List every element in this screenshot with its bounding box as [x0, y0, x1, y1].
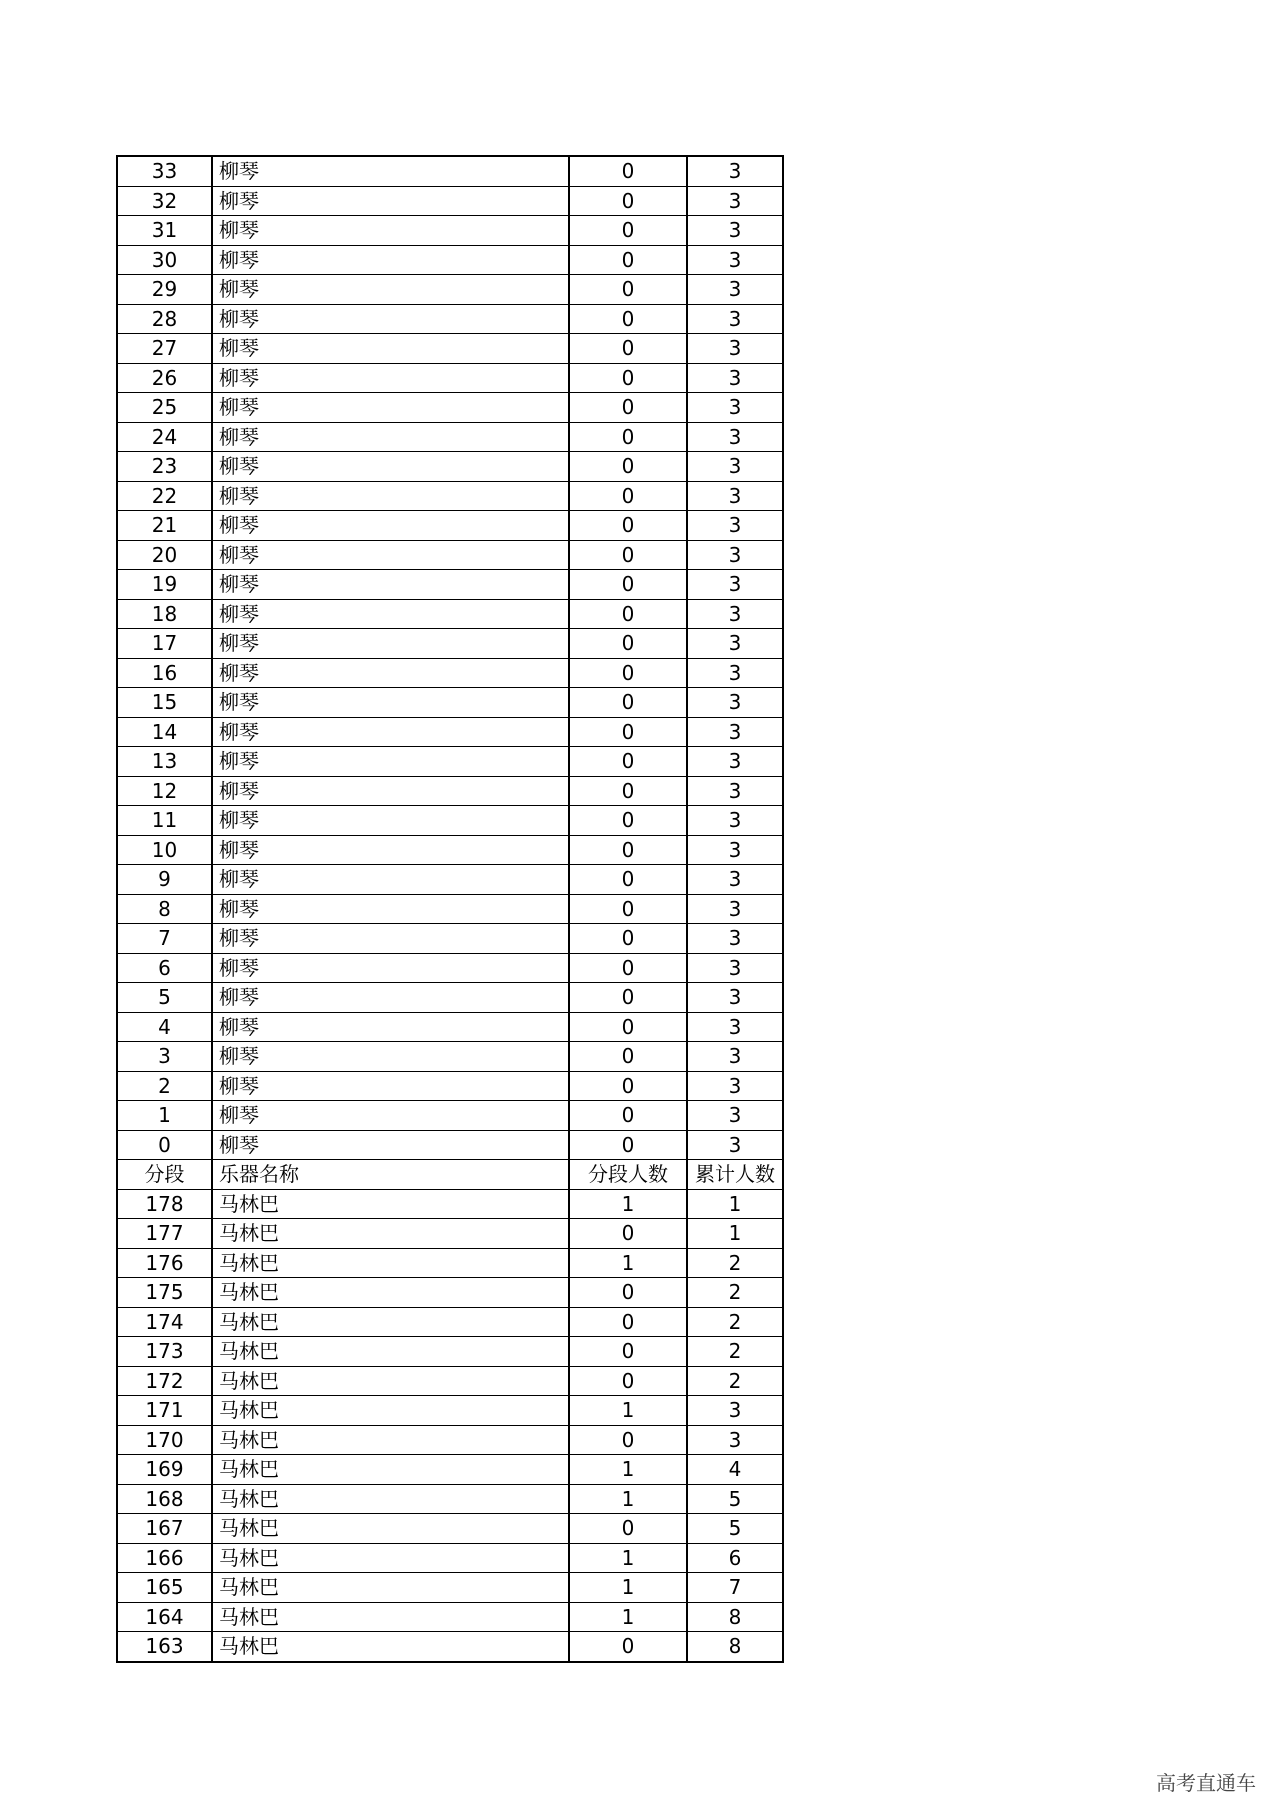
- segment-count-cell: 0: [569, 835, 687, 865]
- score-cell: 5: [117, 983, 212, 1013]
- segment-count-cell: 0: [569, 245, 687, 275]
- instrument-name-cell: 马林巴: [212, 1484, 569, 1514]
- table-row: [117, 1455, 783, 1485]
- score-cell: 8: [117, 894, 212, 924]
- table-row: [117, 1337, 783, 1367]
- segment-count-cell: 0: [569, 806, 687, 836]
- table-row: [117, 511, 783, 541]
- score-cell: 0: [117, 1130, 212, 1160]
- instrument-name-cell: 柳琴: [212, 452, 569, 482]
- segment-count-cell: 0: [569, 422, 687, 452]
- instrument-name-cell: 马林巴: [212, 1366, 569, 1396]
- cumulative-count-cell: 3: [687, 688, 783, 718]
- table-row: [117, 422, 783, 452]
- cumulative-count-cell: 8: [687, 1632, 783, 1662]
- score-cell: 3: [117, 1042, 212, 1072]
- instrument-name-cell: 马林巴: [212, 1632, 569, 1662]
- segment-count-cell: 0: [569, 1366, 687, 1396]
- segment-count-cell: 0: [569, 1278, 687, 1308]
- segment-count-cell: 0: [569, 1101, 687, 1131]
- cumulative-count-cell: 5: [687, 1484, 783, 1514]
- table-header-row: [117, 1160, 783, 1190]
- instrument-name-cell: 马林巴: [212, 1248, 569, 1278]
- table-row: [117, 393, 783, 423]
- instrument-name-cell: 马林巴: [212, 1573, 569, 1603]
- table-row: [117, 924, 783, 954]
- score-cell: 25: [117, 393, 212, 423]
- score-cell: 2: [117, 1071, 212, 1101]
- score-cell: 173: [117, 1337, 212, 1367]
- segment-count-cell: 0: [569, 1042, 687, 1072]
- score-cell: 33: [117, 156, 212, 186]
- score-cell: 7: [117, 924, 212, 954]
- instrument-name-cell: 柳琴: [212, 688, 569, 718]
- score-cell: 19: [117, 570, 212, 600]
- cumulative-count-cell: 4: [687, 1455, 783, 1485]
- cumulative-count-cell: 3: [687, 186, 783, 216]
- instrument-name-cell: 马林巴: [212, 1514, 569, 1544]
- table-row: [117, 1248, 783, 1278]
- instrument-name-cell: 柳琴: [212, 953, 569, 983]
- score-cell: 10: [117, 835, 212, 865]
- segment-count-cell: 0: [569, 275, 687, 305]
- table-row: [117, 245, 783, 275]
- cumulative-count-cell: 3: [687, 629, 783, 659]
- cumulative-count-cell: 3: [687, 1101, 783, 1131]
- cumulative-count-cell: 3: [687, 1071, 783, 1101]
- segment-count-cell: 1: [569, 1189, 687, 1219]
- segment-count-cell: 0: [569, 156, 687, 186]
- segment-count-cell: 1: [569, 1455, 687, 1485]
- table-row: [117, 599, 783, 629]
- score-cell: 24: [117, 422, 212, 452]
- cumulative-count-cell: 3: [687, 334, 783, 364]
- cumulative-count-cell: 3: [687, 245, 783, 275]
- instrument-name-cell: 柳琴: [212, 304, 569, 334]
- table-row: [117, 540, 783, 570]
- table-row: [117, 717, 783, 747]
- table-row: [117, 216, 783, 246]
- segment-count-cell: 0: [569, 1632, 687, 1662]
- header-segment-count: 分段人数: [569, 1160, 687, 1190]
- table-row: [117, 1219, 783, 1249]
- instrument-name-cell: 柳琴: [212, 216, 569, 246]
- table-row: [117, 629, 783, 659]
- score-cell: 176: [117, 1248, 212, 1278]
- segment-count-cell: 0: [569, 747, 687, 777]
- score-cell: 4: [117, 1012, 212, 1042]
- segment-count-cell: 0: [569, 540, 687, 570]
- table-row: [117, 1396, 783, 1426]
- table-row: [117, 894, 783, 924]
- cumulative-count-cell: 2: [687, 1278, 783, 1308]
- score-cell: 31: [117, 216, 212, 246]
- score-cell: 166: [117, 1543, 212, 1573]
- table-row: [117, 1543, 783, 1573]
- instrument-name-cell: 柳琴: [212, 1012, 569, 1042]
- score-cell: 15: [117, 688, 212, 718]
- instrument-name-cell: 柳琴: [212, 806, 569, 836]
- instrument-name-cell: 柳琴: [212, 245, 569, 275]
- score-cell: 21: [117, 511, 212, 541]
- cumulative-count-cell: 3: [687, 1042, 783, 1072]
- score-cell: 172: [117, 1366, 212, 1396]
- instrument-name-cell: 柳琴: [212, 599, 569, 629]
- instrument-name-cell: 柳琴: [212, 363, 569, 393]
- instrument-name-cell: 柳琴: [212, 275, 569, 305]
- score-cell: 20: [117, 540, 212, 570]
- instrument-name-cell: 柳琴: [212, 865, 569, 895]
- segment-count-cell: 0: [569, 953, 687, 983]
- cumulative-count-cell: 3: [687, 806, 783, 836]
- segment-count-cell: 0: [569, 186, 687, 216]
- table-row: [117, 1602, 783, 1632]
- table-row: [117, 1042, 783, 1072]
- score-distribution-table: [116, 155, 784, 1663]
- instrument-name-cell: 马林巴: [212, 1337, 569, 1367]
- instrument-name-cell: 柳琴: [212, 481, 569, 511]
- cumulative-count-cell: 3: [687, 304, 783, 334]
- table-row: [117, 658, 783, 688]
- instrument-name-cell: 柳琴: [212, 1042, 569, 1072]
- cumulative-count-cell: 3: [687, 717, 783, 747]
- segment-count-cell: 0: [569, 1012, 687, 1042]
- instrument-name-cell: 马林巴: [212, 1543, 569, 1573]
- cumulative-count-cell: 3: [687, 275, 783, 305]
- segment-count-cell: 0: [569, 334, 687, 364]
- cumulative-count-cell: 3: [687, 481, 783, 511]
- cumulative-count-cell: 3: [687, 835, 783, 865]
- score-cell: 164: [117, 1602, 212, 1632]
- table-row: [117, 186, 783, 216]
- table-row: [117, 1071, 783, 1101]
- segment-count-cell: 0: [569, 717, 687, 747]
- table-row: [117, 835, 783, 865]
- table-body: [117, 156, 783, 1662]
- instrument-name-cell: 柳琴: [212, 570, 569, 600]
- instrument-name-cell: 马林巴: [212, 1425, 569, 1455]
- instrument-name-cell: 柳琴: [212, 835, 569, 865]
- table-row: [117, 1101, 783, 1131]
- table-row: [117, 1514, 783, 1544]
- instrument-name-cell: 柳琴: [212, 422, 569, 452]
- watermark-text: 高考直通车: [1156, 1771, 1256, 1795]
- score-cell: 177: [117, 1219, 212, 1249]
- segment-count-cell: 0: [569, 1337, 687, 1367]
- segment-count-cell: 0: [569, 688, 687, 718]
- instrument-name-cell: 柳琴: [212, 186, 569, 216]
- cumulative-count-cell: 1: [687, 1219, 783, 1249]
- table-row: [117, 953, 783, 983]
- instrument-name-cell: 马林巴: [212, 1396, 569, 1426]
- score-cell: 22: [117, 481, 212, 511]
- cumulative-count-cell: 3: [687, 452, 783, 482]
- score-cell: 30: [117, 245, 212, 275]
- cumulative-count-cell: 3: [687, 511, 783, 541]
- segment-count-cell: 0: [569, 1219, 687, 1249]
- table-row: [117, 1573, 783, 1603]
- cumulative-count-cell: 2: [687, 1366, 783, 1396]
- cumulative-count-cell: 3: [687, 747, 783, 777]
- table-row: [117, 865, 783, 895]
- score-cell: 163: [117, 1632, 212, 1662]
- instrument-name-cell: 柳琴: [212, 334, 569, 364]
- table-row: [117, 1130, 783, 1160]
- score-cell: 18: [117, 599, 212, 629]
- cumulative-count-cell: 3: [687, 924, 783, 954]
- table-row: [117, 1425, 783, 1455]
- table-row: [117, 776, 783, 806]
- instrument-name-cell: 柳琴: [212, 658, 569, 688]
- table-row: [117, 304, 783, 334]
- cumulative-count-cell: 1: [687, 1189, 783, 1219]
- score-cell: 26: [117, 363, 212, 393]
- segment-count-cell: 0: [569, 1130, 687, 1160]
- score-cell: 11: [117, 806, 212, 836]
- segment-count-cell: 1: [569, 1396, 687, 1426]
- cumulative-count-cell: 3: [687, 570, 783, 600]
- score-cell: 16: [117, 658, 212, 688]
- instrument-name-cell: 柳琴: [212, 511, 569, 541]
- instrument-name-cell: 马林巴: [212, 1307, 569, 1337]
- segment-count-cell: 0: [569, 304, 687, 334]
- cumulative-count-cell: 2: [687, 1337, 783, 1367]
- segment-count-cell: 0: [569, 1514, 687, 1544]
- instrument-name-cell: 马林巴: [212, 1278, 569, 1308]
- score-cell: 32: [117, 186, 212, 216]
- instrument-name-cell: 柳琴: [212, 156, 569, 186]
- cumulative-count-cell: 3: [687, 1425, 783, 1455]
- cumulative-count-cell: 3: [687, 1130, 783, 1160]
- score-cell: 14: [117, 717, 212, 747]
- segment-count-cell: 1: [569, 1573, 687, 1603]
- table-row: [117, 570, 783, 600]
- header-score: 分段: [117, 1160, 212, 1190]
- score-cell: 29: [117, 275, 212, 305]
- instrument-name-cell: 柳琴: [212, 747, 569, 777]
- segment-count-cell: 1: [569, 1602, 687, 1632]
- cumulative-count-cell: 8: [687, 1602, 783, 1632]
- instrument-name-cell: 柳琴: [212, 540, 569, 570]
- score-cell: 13: [117, 747, 212, 777]
- cumulative-count-cell: 3: [687, 156, 783, 186]
- segment-count-cell: 0: [569, 865, 687, 895]
- instrument-name-cell: 柳琴: [212, 1130, 569, 1160]
- table-row: [117, 334, 783, 364]
- table-row: [117, 1189, 783, 1219]
- score-cell: 27: [117, 334, 212, 364]
- segment-count-cell: 0: [569, 570, 687, 600]
- instrument-name-cell: 马林巴: [212, 1602, 569, 1632]
- cumulative-count-cell: 7: [687, 1573, 783, 1603]
- segment-count-cell: 0: [569, 1425, 687, 1455]
- table-row: [117, 688, 783, 718]
- header-instrument-name: 乐器名称: [212, 1160, 569, 1190]
- score-cell: 168: [117, 1484, 212, 1514]
- cumulative-count-cell: 3: [687, 363, 783, 393]
- segment-count-cell: 0: [569, 599, 687, 629]
- segment-count-cell: 0: [569, 216, 687, 246]
- table-row: [117, 481, 783, 511]
- segment-count-cell: 1: [569, 1248, 687, 1278]
- instrument-name-cell: 柳琴: [212, 983, 569, 1013]
- score-cell: 174: [117, 1307, 212, 1337]
- cumulative-count-cell: 3: [687, 1396, 783, 1426]
- instrument-name-cell: 柳琴: [212, 1071, 569, 1101]
- segment-count-cell: 1: [569, 1543, 687, 1573]
- score-cell: 23: [117, 452, 212, 482]
- cumulative-count-cell: 6: [687, 1543, 783, 1573]
- segment-count-cell: 0: [569, 1307, 687, 1337]
- segment-count-cell: 0: [569, 1071, 687, 1101]
- segment-count-cell: 0: [569, 481, 687, 511]
- cumulative-count-cell: 2: [687, 1307, 783, 1337]
- table-row: [117, 1632, 783, 1662]
- table-row: [117, 363, 783, 393]
- instrument-name-cell: 柳琴: [212, 393, 569, 423]
- table-row: [117, 1278, 783, 1308]
- instrument-name-cell: 柳琴: [212, 717, 569, 747]
- cumulative-count-cell: 3: [687, 983, 783, 1013]
- segment-count-cell: 0: [569, 776, 687, 806]
- table-row: [117, 983, 783, 1013]
- cumulative-count-cell: 3: [687, 540, 783, 570]
- cumulative-count-cell: 2: [687, 1248, 783, 1278]
- table-row: [117, 1012, 783, 1042]
- score-cell: 6: [117, 953, 212, 983]
- cumulative-count-cell: 3: [687, 422, 783, 452]
- score-cell: 175: [117, 1278, 212, 1308]
- score-cell: 170: [117, 1425, 212, 1455]
- segment-count-cell: 1: [569, 1484, 687, 1514]
- instrument-name-cell: 柳琴: [212, 1101, 569, 1131]
- instrument-name-cell: 柳琴: [212, 776, 569, 806]
- segment-count-cell: 0: [569, 363, 687, 393]
- score-cell: 1: [117, 1101, 212, 1131]
- instrument-name-cell: 柳琴: [212, 894, 569, 924]
- cumulative-count-cell: 3: [687, 599, 783, 629]
- instrument-name-cell: 柳琴: [212, 629, 569, 659]
- segment-count-cell: 0: [569, 894, 687, 924]
- cumulative-count-cell: 3: [687, 776, 783, 806]
- table-row: [117, 156, 783, 186]
- score-cell: 28: [117, 304, 212, 334]
- segment-count-cell: 0: [569, 924, 687, 954]
- cumulative-count-cell: 3: [687, 1012, 783, 1042]
- score-cell: 17: [117, 629, 212, 659]
- cumulative-count-cell: 3: [687, 393, 783, 423]
- cumulative-count-cell: 3: [687, 658, 783, 688]
- instrument-name-cell: 柳琴: [212, 924, 569, 954]
- cumulative-count-cell: 5: [687, 1514, 783, 1544]
- score-cell: 12: [117, 776, 212, 806]
- score-cell: 169: [117, 1455, 212, 1485]
- score-cell: 167: [117, 1514, 212, 1544]
- cumulative-count-cell: 3: [687, 216, 783, 246]
- table-row: [117, 1366, 783, 1396]
- score-cell: 165: [117, 1573, 212, 1603]
- segment-count-cell: 0: [569, 393, 687, 423]
- score-cell: 171: [117, 1396, 212, 1426]
- header-cumulative-count: 累计人数: [687, 1160, 783, 1190]
- table-row: [117, 275, 783, 305]
- score-cell: 9: [117, 865, 212, 895]
- segment-count-cell: 0: [569, 511, 687, 541]
- cumulative-count-cell: 3: [687, 865, 783, 895]
- segment-count-cell: 0: [569, 629, 687, 659]
- table-row: [117, 1307, 783, 1337]
- instrument-name-cell: 马林巴: [212, 1219, 569, 1249]
- segment-count-cell: 0: [569, 658, 687, 688]
- instrument-name-cell: 马林巴: [212, 1455, 569, 1485]
- score-cell: 178: [117, 1189, 212, 1219]
- table-row: [117, 806, 783, 836]
- cumulative-count-cell: 3: [687, 953, 783, 983]
- table-row: [117, 747, 783, 777]
- segment-count-cell: 0: [569, 983, 687, 1013]
- segment-count-cell: 0: [569, 452, 687, 482]
- table-row: [117, 1484, 783, 1514]
- table-row: [117, 452, 783, 482]
- cumulative-count-cell: 3: [687, 894, 783, 924]
- instrument-name-cell: 马林巴: [212, 1189, 569, 1219]
